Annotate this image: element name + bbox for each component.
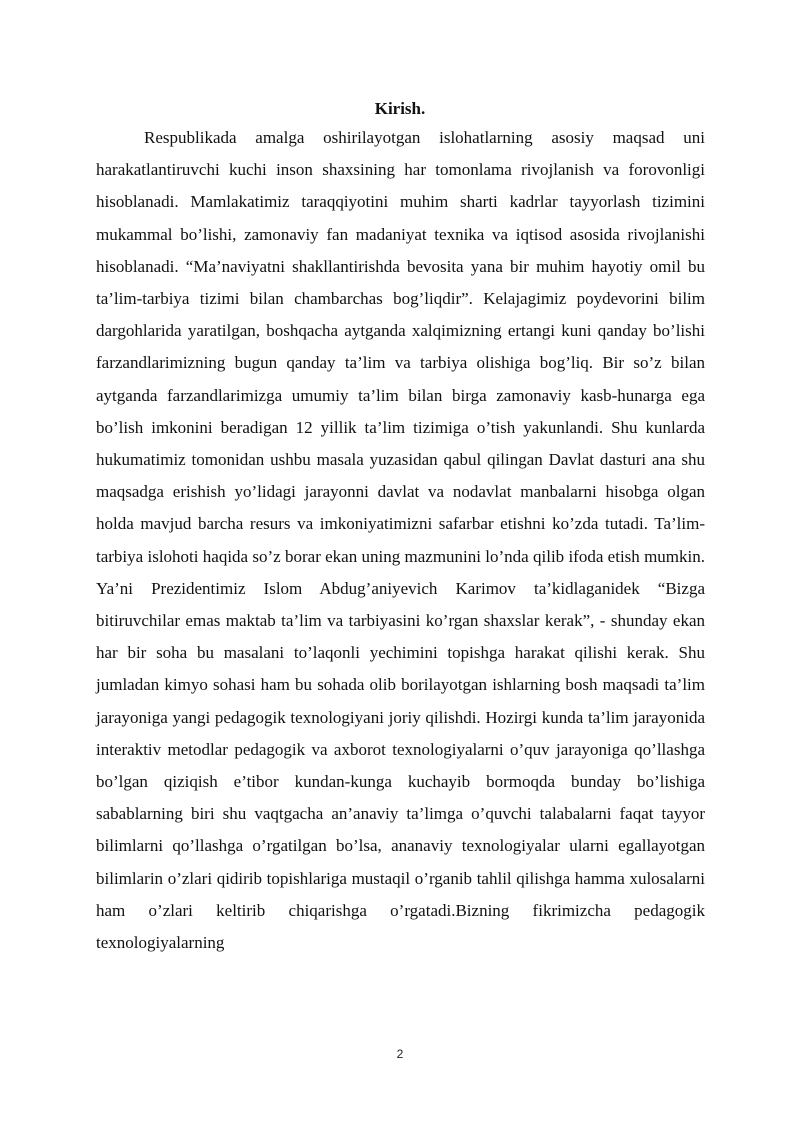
page-title: Kirish. [374,99,426,118]
body-paragraph: Respublikada amalga oshirilayotgan islohatlarning asosiy maqsad uni harakatlantiruvchi kuchi inson shaxsining har tomonlama rivojlanish va forovonligi hisoblanadi. Mamlakatimiz taraqqiyotini muhim sharti kadrlar tayyorlash tizimini mukammal bo’lishi, zamonaviy fan madaniyat texnika va iqtisod asosida rivojlanishi hisoblanadi. “Ma’naviyatni shakllantirishda bevosita yana bir muhim hayotiy omil bu ta’lim-tarbiya tizimi bilan chambarchas bog’liqdir”. Kelajagimiz poydevorini bilim dargohlarida yaratilgan, boshqacha aytganda xalqimizning ertangi kuni qanday bo’lishi farzandlarimizning bugun qanday ta’lim va tarbiya olishiga bog’liq. Bir so’z bilan aytganda farzandlarimizga umumiy ta’lim bilan birga zamonaviy kasb-hunarga ega bo’lish imkonini beradigan 12 yillik ta’lim tizimiga o’tish yakunlandi. Shu kunlarda hukumatimiz tomonidan ushbu masala yuzasidan qabul qilingan Davlat dasturi ana shu maqsadga erishish yo’lidagi jarayonni davlat va nodavlat manbalarni hisobga olgan holda mavjud barcha resurs va imkoniyatimizni safarbar etishni ko’zda tutadi. Ta’lim-tarbiya islohoti haqida so’z borar ekan uning mazmunini lo’nda qilib ifoda etish mumkin. Ya’ni Prezidentimiz Islom Abdug’aniyevich Karimov ta’kidlaganidek “Bizga bitiruvchilar emas maktab ta’lim va tarbiyasini ko’rgan shaxslar kerak”, - shunday ekan har bir soha bu masalani to’laqonli yechimini topishga harakat qilishi kerak. Shu jumladan kimyo sohasi ham bu sohada olib borilayotgan ishlarning bosh maqsadi ta’lim jarayoniga yangi pedagogik texnologiyani joriy qilishdi. Hozirgi kunda ta’lim jarayonida interaktiv metodlar pedagogik va axborot texnologiyalarni o’quv jarayoniga qo’llashga bo’lgan qiziqish e’tibor kundan-kunga kuchayib bormoqda bunday bo’lishiga sabablarning biri shu vaqtgacha an’anaviy ta’limga o’quvchi talabalarni faqat tayyor bilimlarni qo’llashga o’rgatilgan bo’lsa, ananaviy texnologiyalar ularni egallayotgan bilimlarin o’zlari qidirib topishlariga mustaqil o’rganib tahlil qilishga hamma xulosalarni ham o’zlari keltirib chiqarishga o’rgatadi.Bizning fikrimizcha pedagogik texnologiyalarning [96,128,705,953]
page-number: 2 [396,1047,404,1061]
